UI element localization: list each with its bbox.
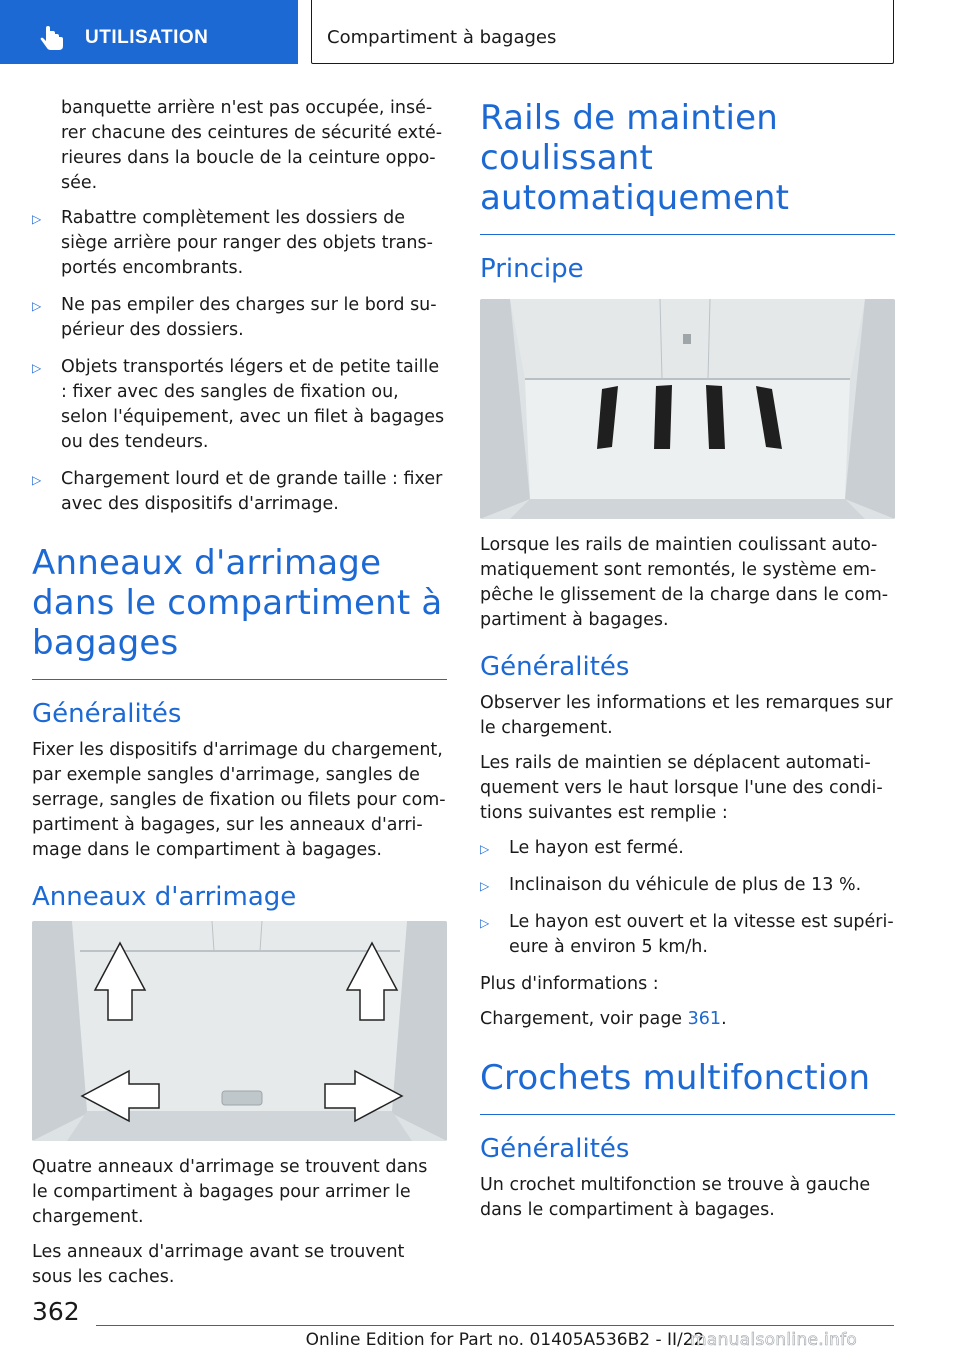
- conditions-list: [480, 836, 895, 960]
- section-heading-rails: Rails de maintien coulissant automatiquement: [480, 98, 895, 235]
- subheading-generalites-rails: Généralités: [480, 652, 630, 682]
- hand-pointer-icon: [40, 26, 66, 52]
- section-label: UTILISATION: [85, 27, 209, 48]
- crochets-paragraph: Un crochet multifonction se trouve à gauche dans le compartiment à bagages.: [480, 1175, 871, 1220]
- section-tab: [0, 0, 298, 64]
- section-heading-anneaux: Anneaux d'arrimage dans le compartiment à bagages: [32, 543, 447, 680]
- triangle-right-icon: ▷: [32, 473, 42, 487]
- safety-list: [32, 206, 447, 517]
- subheading-anneaux: Anneaux d'arrimage: [32, 882, 297, 912]
- subheading-generalites-crochets: Généralités: [480, 1134, 630, 1164]
- cross-reference: Chargement, voir page 361.: [480, 1009, 727, 1029]
- page-number: 362: [32, 1297, 80, 1326]
- triangle-right-icon: ▷: [32, 299, 42, 313]
- triangle-right-icon: ▷: [480, 916, 490, 930]
- continued-paragraph: banquette arrière n'est pas occupée, insérer chacune des ceintures de sécurité extérieures dans la boucle de la ceinture opposée.: [61, 98, 443, 193]
- watermark: manualsonline.info: [690, 1330, 858, 1350]
- right-column: [480, 96, 895, 1233]
- generalites-rails-p2: Les rails de maintien se déplacent automatiquement vers le haut lorsque l'une des conditions suivantes est remplie :: [480, 753, 883, 823]
- sliding-rails-illustration: [480, 299, 895, 519]
- list-item: ▷ Objets transportés légers et de petite taille : fixer avec des sangles de fixation ou, selon l'équipement, avec un filet à bagages ou des tendeurs.: [32, 357, 445, 452]
- list-item: ▷ Inclinaison du véhicule de plus de 13 %.: [480, 875, 862, 895]
- left-column: [32, 96, 447, 1300]
- edition-footer: Online Edition for Part no. 01405A536B2 - II/22: [305, 1330, 705, 1350]
- list-item: ▷ Le hayon est ouvert et la vitesse est supérieure à environ 5 km/h.: [480, 912, 894, 957]
- list-item: ▷ Rabattre complètement les dossiers de siège arrière pour ranger des objets transportés encombrants.: [32, 208, 433, 278]
- principe-paragraph: Lorsque les rails de maintien coulissant automatiquement sont remontés, le système empêche le glissement de la charge dans le compartiment à bagages.: [480, 535, 889, 630]
- footer-divider: [96, 1325, 894, 1326]
- tie-down-rings-illustration: [32, 921, 447, 1141]
- anneaux-paragraph-2: Les anneaux d'arrimage avant se trouvent sous les caches.: [32, 1242, 405, 1287]
- page-link[interactable]: 361: [687, 1009, 722, 1029]
- generalites-rails-p1: Observer les informations et les remarques sur le chargement.: [480, 693, 893, 738]
- chapter-title: Compartiment à bagages: [327, 27, 557, 48]
- subheading-principe: Principe: [480, 254, 584, 284]
- subheading-generalites: Généralités: [32, 699, 182, 729]
- chapter-header: [311, 0, 894, 64]
- list-item: ▷ Chargement lourd et de grande taille : fixer avec des dispositifs d'arrimage.: [32, 469, 443, 514]
- triangle-right-icon: ▷: [32, 212, 42, 226]
- section-heading-crochets: Crochets multifonction: [480, 1058, 895, 1115]
- triangle-right-icon: ▷: [480, 842, 490, 856]
- triangle-right-icon: ▷: [32, 361, 42, 375]
- more-info-label: Plus d'informations :: [480, 974, 659, 994]
- list-item: ▷ Ne pas empiler des charges sur le bord supérieur des dossiers.: [32, 295, 437, 340]
- anneaux-paragraph-1: Quatre anneaux d'arrimage se trouvent dans le compartiment à bagages pour arrimer le chargement.: [32, 1157, 428, 1227]
- generalites-paragraph: Fixer les dispositifs d'arrimage du chargement, par exemple sangles d'arrimage, sangles de serrage, sangles de fixation ou filets pour compartiment à bagages, sur les anneaux d'arrimage dans le compartiment à bagages.: [32, 740, 446, 860]
- list-item: ▷ Le hayon est fermé.: [480, 838, 684, 858]
- triangle-right-icon: ▷: [480, 879, 490, 893]
